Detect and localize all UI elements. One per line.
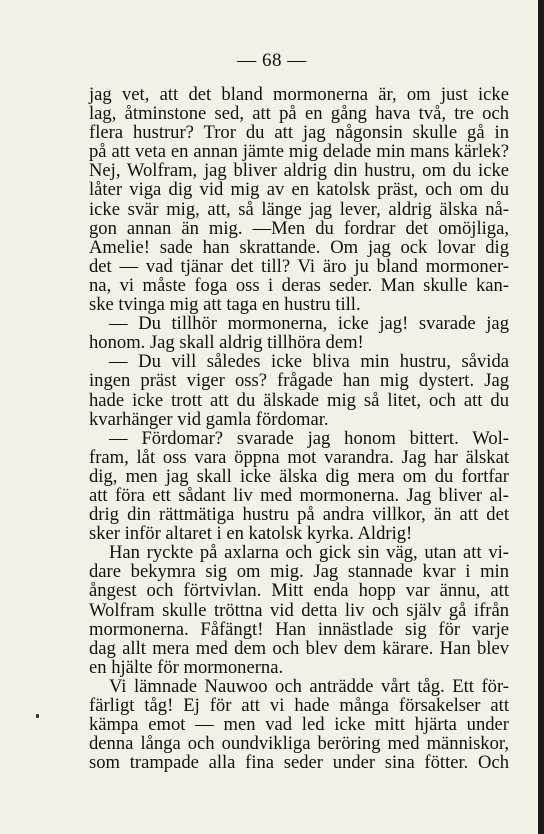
text-line: en hjälte för mormonerna. (89, 656, 284, 678)
text-line: att föra ett sådant liv med mormonerna. Jag bliver al- (89, 484, 509, 506)
scan-edge (538, 0, 544, 834)
text-line: jag vet, att det bland mormonerna är, om just icke (89, 84, 509, 105)
text-line: ske tvinga mig att taga en hustru till. (89, 294, 361, 316)
text-line: na, vi måste foga oss i deras seder. Man skulle kan- (89, 274, 509, 296)
scan-speck (36, 714, 39, 718)
text-line: kvarhänger vid gamla fördomar. (89, 408, 329, 430)
text-line: färligt tåg! Ej för att vi hade många försakelser att (89, 695, 509, 716)
text-line: på att veta en annan jämte mig delade min mans kärlek? (89, 141, 509, 163)
text-line: Nej, Wolfram, jag bliver aldrig din hustru, om du icke (89, 160, 509, 182)
text-line: — Du vill således icke bliva min hustru, såvida (109, 351, 509, 373)
text-line: Vi lämnade Nauwoo och anträdde vårt tåg. Ett för- (109, 675, 509, 697)
text-line: Amelie! sade han skrattande. Om jag ock lovar dig (89, 236, 509, 258)
text-line: icke svär mig, att, så länge jag lever, aldrig älska nå- (89, 198, 509, 220)
text-line: gon annan än mig. —Men du fordrar det omöjliga, (89, 217, 509, 239)
text-line: ingen präst viger oss? frågade han mig dystert. Jag (89, 370, 509, 392)
text-line: dag allt mera med dem och blev dem kärare. Han blev (89, 637, 509, 659)
text-line: dare bekymra sig om mig. Jag stannade kvar i min (89, 561, 509, 583)
text-line: — Du tillhör mormonerna, icke jag! svarade jag (109, 313, 509, 335)
text-line: denna långa och oundvikliga beröring med människor, (89, 733, 509, 755)
text-line: dig, men jag skall icke älska dig mera om du fortfar (89, 465, 509, 487)
text-line: hade icke trott att du älskade mig så litet, och att du (89, 389, 509, 411)
page-text (89, 85, 509, 772)
text-line: sker inför altaret i en katolsk kyrka. Aldrig! (89, 523, 413, 545)
text-line: honom. Jag skall aldrig tillhöra dem! (89, 332, 364, 354)
text-line: Han ryckte på axlarna och gick sin väg, utan att vi- (109, 542, 509, 564)
text-line: flera hustrur? Tror du att jag någonsin skulle gå in (89, 122, 509, 144)
text-line: Wolfram skulle tröttna vid detta liv och själv gå ifrån (89, 599, 509, 621)
text-line: kämpa emot — men vad led icke mitt hjärta under (89, 714, 509, 736)
text-line: fram, låt oss vara öppna mot varandra. Jag har älskat (89, 446, 509, 468)
text-line: drig din rättmätiga hustru på andra villkor, än att det (89, 504, 509, 526)
page-number: — 68 — (237, 50, 307, 71)
text-line: låter viga dig vid mig av en katolsk präst, och om du (89, 179, 509, 201)
text-line: som trampade alla fina seder under sina fötter. Och (89, 752, 509, 774)
text-line: lag, åtminstone sed, att på en gång hava två, tre och (89, 103, 509, 125)
text-line: ångest och förtvivlan. Mitt enda hopp var ännu, att (89, 580, 509, 602)
text-line: — Fördomar? svarade jag honom bittert. Wol- (109, 427, 509, 449)
text-line: det — vad tjänar det till? Vi äro ju bland mormoner- (89, 255, 509, 277)
text-line: mormonerna. Fåfängt! Han innästlade sig för varje (89, 618, 509, 640)
